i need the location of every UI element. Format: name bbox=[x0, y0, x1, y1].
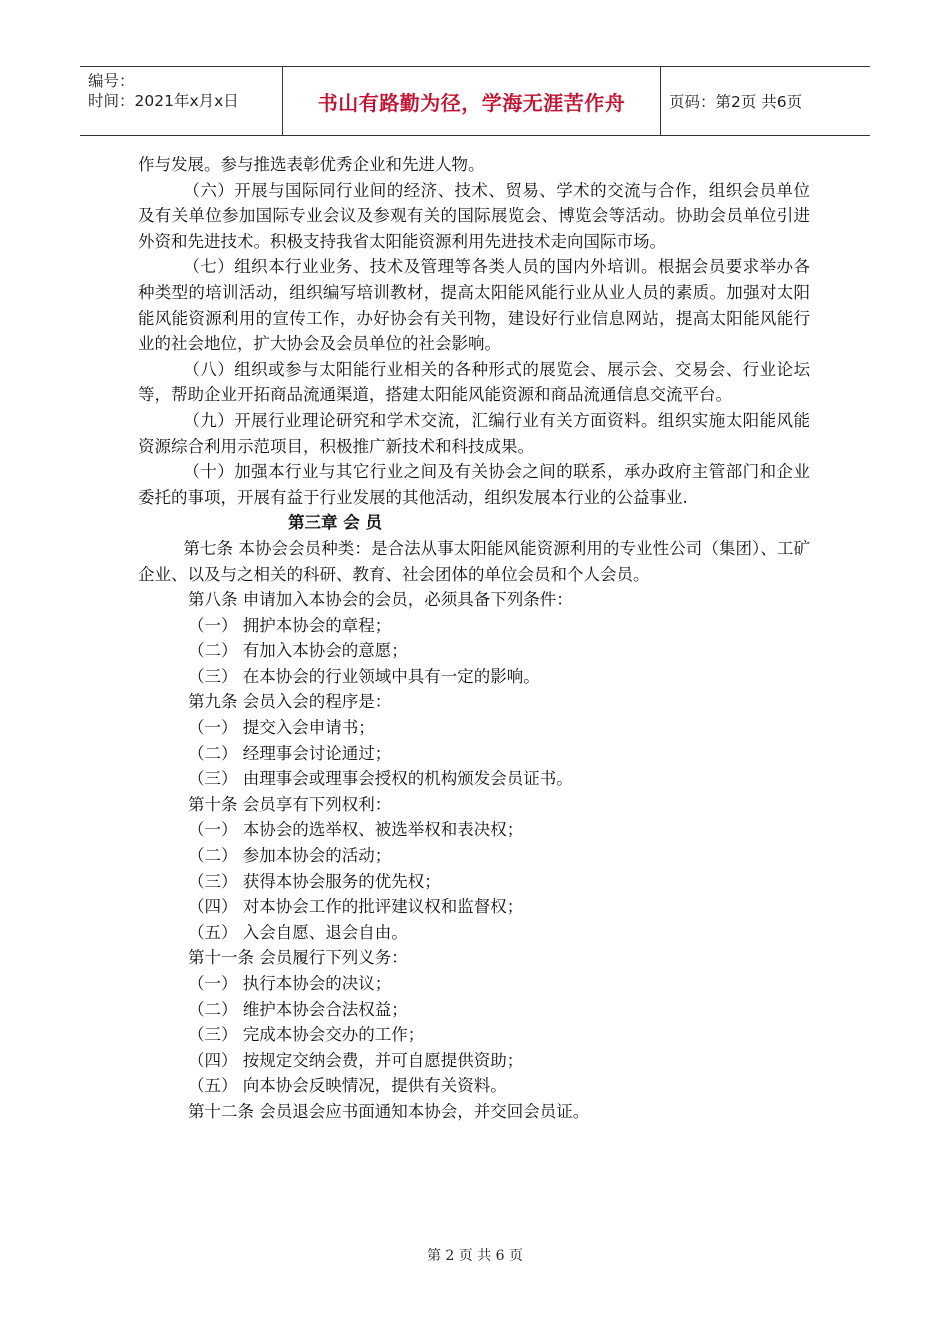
list-item: （二） 维护本协会合法权益； bbox=[188, 999, 408, 1019]
header-page-label: 页码：第2页 共6页 bbox=[669, 93, 803, 111]
list-item: （四） 按规定交纳会费，并可自愿提供资助； bbox=[188, 1050, 524, 1070]
header-motto: 书山有路勤为径，学海无涯苦作舟 bbox=[283, 67, 661, 135]
article-line: 第九条 会员入会的程序是： bbox=[188, 692, 392, 712]
doc-number-label: 编号： bbox=[88, 72, 135, 90]
list-item: （一） 提交入会申请书； bbox=[188, 718, 375, 738]
list-item: （三） 完成本协会交办的工作； bbox=[188, 1025, 425, 1045]
list-item: （二） 经理事会讨论通过； bbox=[188, 743, 392, 763]
list-item: （三） 在本协会的行业领域中具有一定的影响。 bbox=[188, 666, 540, 686]
paragraph: （九）开展行业理论研究和学术交流，汇编行业有关方面资料。组织实施太阳能风能资源综合利用示范项目，积极推广新技术和科技成果。 bbox=[138, 410, 810, 456]
paragraph: （六）开展与国际同行业间的经济、技术、贸易、学术的交流与合作，组织会员单位及有关单位参加国际专业会议及参观有关的国际展览会、博览会等活动。协助会员单位引进外资和先进技术。积极支持我省太阳能资源利用先进技术走向国际市场。 bbox=[138, 180, 810, 251]
list-item: （三） 由理事会或理事会授权的机构颁发会员证书。 bbox=[188, 769, 573, 789]
page-header bbox=[80, 66, 870, 136]
article-7: 第七条 本协会会员种类：是合法从事太阳能风能资源利用的专业性公司（集团）、工矿企业、以及与之相关的科研、教育、社会团体的单位会员和个人会员。 bbox=[138, 538, 810, 584]
list-item: （一） 执行本协会的决议； bbox=[188, 974, 392, 993]
list-item: （三） 获得本协会服务的优先权； bbox=[188, 871, 441, 891]
document-body bbox=[138, 152, 810, 1125]
header-meta bbox=[80, 67, 283, 135]
paragraph: （七）组织本行业业务、技术及管理等各类人员的国内外培训。根据会员要求举办各种类型的培训活动，组织编写培训教材，提高太阳能风能行业从业人员的素质。加强对太阳能风能资源利用的宣传工作，办好协会有关刊物，建设好行业信息网站，提高太阳能风能行业的社会地位，扩大协会及会员单位的社会影响。 bbox=[138, 257, 810, 354]
list-item: （一） 拥护本协会的章程； bbox=[188, 615, 392, 635]
paragraph: （十）加强本行业与其它行业之间及有关协会之间的联系，承办政府主管部门和企业委托的事项，开展有益于行业发展的其他活动，组织发展本行业的公益事业. bbox=[138, 462, 810, 507]
list-item: （二） 参加本协会的活动； bbox=[188, 846, 392, 866]
date-label: 时间：2021年x月x日 bbox=[88, 92, 239, 110]
list-item: （五） 入会自愿、退会自由。 bbox=[188, 922, 408, 942]
list-item: （四） 对本协会工作的批评建议权和监督权； bbox=[188, 897, 524, 917]
list-item: （二） 有加入本协会的意愿； bbox=[188, 641, 408, 661]
chapter-title: 第三章 会 员 bbox=[288, 513, 382, 533]
list-item: （一） 本协会的选举权、被选举权和表决权； bbox=[188, 820, 524, 840]
page-footer: 第 2 页 共 6 页 bbox=[426, 1248, 524, 1264]
list-item: （五） 向本协会反映情况，提供有关资料。 bbox=[188, 1076, 507, 1096]
article-line: 第十一条 会员履行下列义务： bbox=[188, 948, 408, 968]
article-line: 第十条 会员享有下列权利： bbox=[188, 794, 392, 814]
article-line: 第八条 申请加入本协会的会员，必须具备下列条件： bbox=[188, 590, 573, 610]
paragraph: 作与发展。参与推选表彰优秀企业和先进人物。 bbox=[138, 155, 485, 174]
paragraph: （八）组织或参与太阳能行业相关的各种形式的展览会、展示会、交易会、行业论坛等，帮助企业开拓商品流通渠道，搭建太阳能风能资源和商品流通信息交流平台。 bbox=[138, 359, 810, 405]
article-line: 第十二条 会员退会应书面通知本协会，并交回会员证。 bbox=[188, 1101, 590, 1121]
